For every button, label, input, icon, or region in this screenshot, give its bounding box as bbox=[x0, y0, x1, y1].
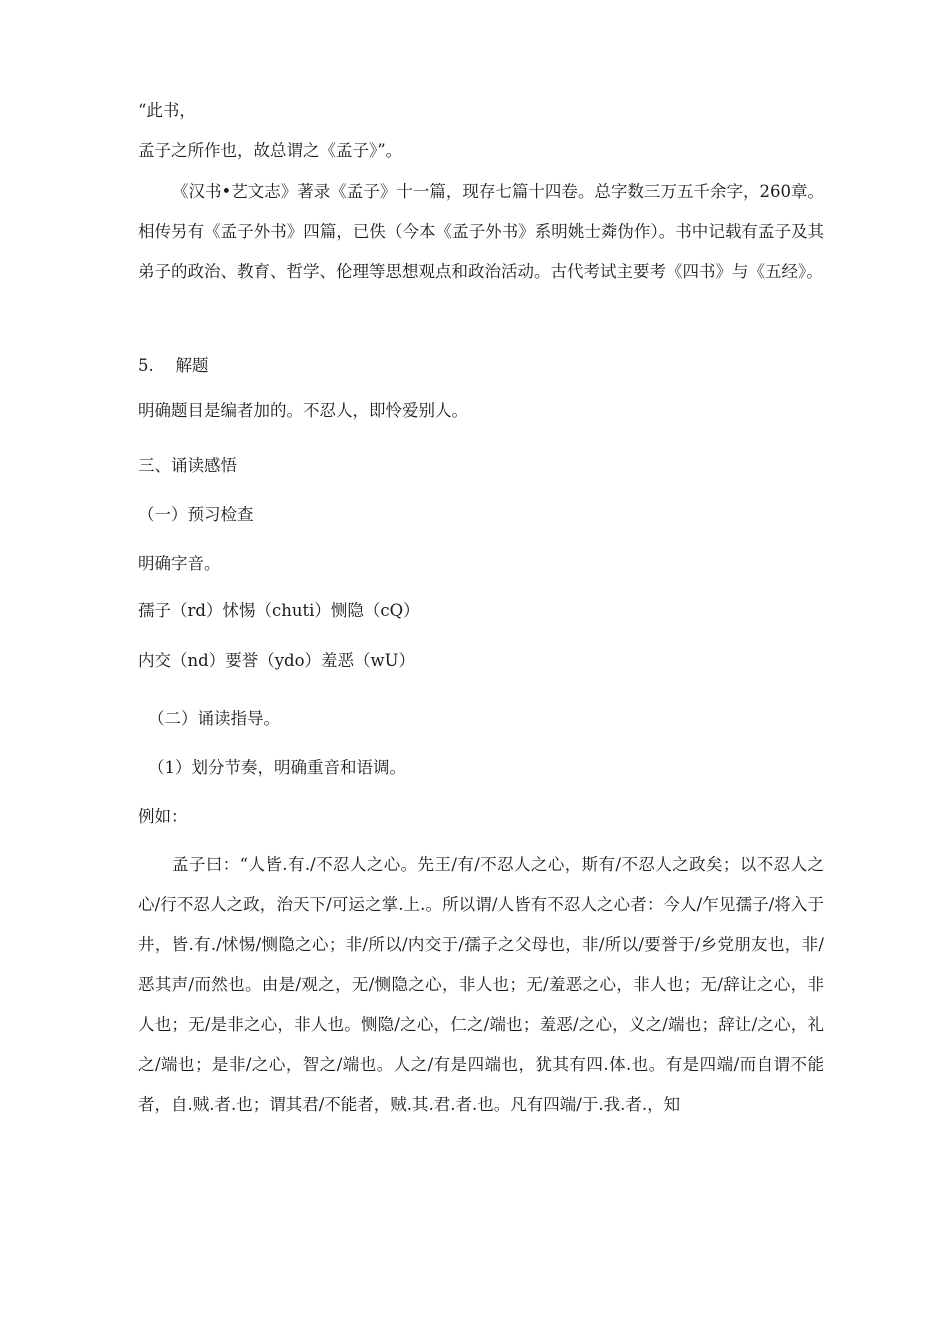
section-5-heading: 5. 解题 bbox=[138, 356, 209, 375]
reading-step-1: （1）划分节奏，明确重音和语调。 bbox=[148, 758, 406, 777]
history-paragraph: 《汉书•艺文志》著录《孟子》十一篇，现存七篇十四卷。总字数三万五千余字，260章。相传另有《孟子外书》四篇，已佚（今本《孟子外书》系明姚士粦伪作）。书中记载有孟子及其弟子的政治、教育、哲学、伦理等思想观点和政治活动。古代考试主要考《四书》与《五经》。 bbox=[138, 182, 824, 281]
section-5-text: 明确题目是编者加的。不忍人，即怜爱别人。 bbox=[138, 401, 468, 420]
section-3-heading: 三、诵读感悟 bbox=[138, 456, 237, 475]
intro-quote-line-2: 孟子之所作也，故总谓之《孟子》”。 bbox=[138, 141, 403, 160]
intro-quote-line-1: “此书， bbox=[138, 101, 196, 120]
pronunciation-line-2: 内交（nd）要誉（ydo）羞恶（wU） bbox=[138, 651, 416, 670]
preview-heading: （一）预习检查 bbox=[138, 505, 254, 524]
reading-guide-heading: （二）诵读指导。 bbox=[148, 709, 280, 728]
example-paragraph: 孟子曰：“人皆.有./不忍人之心。先王/有/不忍人之心，斯有/不忍人之政矣；以不忍人之心/行不忍人之政，治天下/可运之掌.上.。所以谓/人皆有不忍人之心者：今人/乍见孺子/将入于井，皆.有./怵惕/恻隐之心；非/所以/内交于/孺子之父母也，非/所以/要誉于/乡党朋友也，非/恶其声/而然也。由是/观之，无/恻隐之心，非人也；无/羞恶之心，非人也；无/辞让之心，非人也；无/是非之心，非人也。恻隐/之心，仁之/端也；羞恶/之心，义之/端也；辞让/之心，礼之/端也；是非/之心，智之/端也。人之/有是四端也，犹其有四.体.也。有是四端/而自谓不能者，自.贼.者.也；谓其君/不能者，贼.其.君.者.也。凡有四端/于.我.者.，知 bbox=[138, 855, 824, 1114]
example-label: 例如： bbox=[138, 807, 188, 826]
pronunciation-heading: 明确字音。 bbox=[138, 554, 221, 573]
pronunciation-line-1: 孺子（rd）怵惕（chuti）恻隐（cQ） bbox=[138, 601, 420, 620]
